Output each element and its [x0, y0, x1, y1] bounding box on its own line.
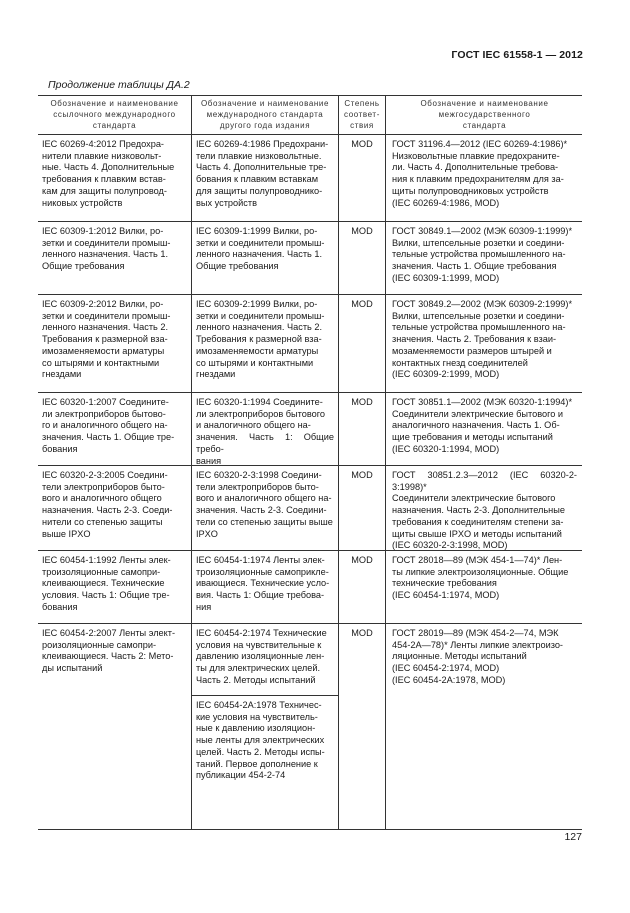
other-year-standard-cell: IEC 60454-1:1974 Ленты элек- троизоляционные самоприкле- ивающиеся. Технические усло- вия. Часть 1: Общие требова- ния: [192, 551, 339, 623]
degree-cell: MOD: [339, 393, 386, 465]
reference-standard-cell: IEC 60454-2:2007 Ленты элект- роизоляционные самопри- клеивающиеся. Часть 2: Мето- ды испытаний: [38, 624, 192, 829]
table-row: [38, 222, 582, 295]
reference-standard-cell: IEC 60309-2:2012 Вилки, ро- зетки и соединители промыш- ленного назначения. Часть 2. Требования к размерной вза- имозаменяемости арматуры со штырями и контактными гнездами: [38, 295, 192, 392]
degree-cell: MOD: [339, 135, 386, 221]
degree-cell: MOD: [339, 295, 386, 392]
table-row: [38, 624, 582, 830]
table-row: [38, 295, 582, 393]
page-number: 127: [564, 831, 582, 843]
other-year-standard-cell: IEC 60269-4:1986 Предохрани- тели плавкие низковольтные. Часть 4. Дополнительные тре- бования к плавким вставкам для защиты полупроводнико- вых устройств: [192, 135, 339, 221]
interstate-standard-cell: ГОСТ 30851.2.3—2012 (IEC 60320-2-3:1998)* Соединители электрические бытового назначения. Часть 2-3. Дополнительные требования к соединителям степени за- щиты свыше IPXO и методы испытаний (IEC 60320-2-3:1998, MOD): [392, 470, 577, 551]
table-row: [38, 551, 582, 624]
table-row: [38, 135, 582, 222]
table-header-row: [38, 95, 582, 135]
interstate-standard-cell: ГОСТ 31196.4—2012 (IEC 60269-4:1986)* Низковольтные плавкие предохраните- ли. Часть 4. Дополнительные требова- ния к плавким предохранителям для за- щиты полупроводниковых устройств (IEC 60269-4:1986, MOD): [392, 139, 568, 208]
other-year-standard-cell: IEC 60320-2-3:1998 Соедини- тели электроприборов быто- вого и аналогичного общего на- значения. Часть 2-3. Соедини- тели со степенью защиты выше IPXO: [192, 466, 339, 550]
interstate-standard-cell: ГОСТ 28018—89 (МЭК 454-1—74)* Лен- ты липкие электроизоляционные. Общие технические требования (IEC 60454-1:1974, MOD): [392, 555, 569, 601]
column-header-reference-standard: Обозначение и наименование ссылочного международного стандарта: [38, 96, 192, 134]
reference-standard-cell: IEC 60320-2-3:2005 Соедини- тели электроприборов быто- вого и аналогичного общего назначения. Часть 2-3. Соеди- нители со степенью защиты выше IPXO: [38, 466, 192, 550]
correspondence-table: [38, 95, 582, 830]
degree-cell: MOD: [339, 466, 386, 550]
interstate-standard-cell: ГОСТ 30849.2—2002 (МЭК 60309-2:1999)* Вилки, штепсельные розетки и соедини- тельные устройства промышленного на- значения. Часть 2. Требования к взаи- мозаменяемости размеров штырей и контактных гнезд соединителей (IEC 60309-2:1999, MOD): [392, 299, 573, 380]
other-year-standard-cell: IEC 60454-2A:1978 Техничес- кие условия на чувствитель- ные к давлению изоляцион- ные ленты для электрических целей. Часть 2. Методы испы- таний. Первое дополнение к публикации 454-2-74: [192, 695, 338, 829]
column-header-interstate-standard: Обозначение и наименование межгосударственного стандарта: [420, 99, 549, 130]
degree-cell: MOD: [339, 551, 386, 623]
interstate-standard-cell: ГОСТ 30851.1—2002 (МЭК 60320-1:1994)* Соединители электрические бытового и аналогичного назначения. Часть 1. Об- щие требования и методы испытаний (IEC 60320-1:1994, MOD): [392, 397, 573, 454]
reference-standard-cell: IEC 60309-1:2012 Вилки, ро- зетки и соединители промыш- ленного назначения. Часть 1. Общие требования: [38, 222, 192, 294]
degree-cell: MOD: [339, 222, 386, 294]
interstate-standard-cell: ГОСТ 30849.1—2002 (МЭК 60309-1:1999)* Вилки, штепсельные розетки и соедини- тельные устройства промышленного на- значения. Часть 1. Общие требования (IEC 60309-1:1999, MOD): [392, 226, 573, 283]
reference-standard-cell: IEC 60454-1:1992 Ленты элек- троизоляционные самопри- клеивающиеся. Технические условия. Часть 1: Общие тре- бования: [38, 551, 192, 623]
reference-standard-cell: IEC 60320-1:2007 Соедините- ли электроприборов бытово- го и аналогичного общего на- значения. Часть 1. Общие тре- бования: [38, 393, 192, 465]
table-row: [38, 466, 582, 551]
reference-standard-cell: IEC 60269-4:2012 Предохра- нители плавкие низковольт- ные. Часть 4. Дополнительные требования к плавким встав- кам для защиты полупровод- никовых устройств: [38, 135, 192, 221]
interstate-standard-cell: ГОСТ 28019—89 (МЭК 454-2—74, МЭК 454-2А—78)* Ленты липкие электроизо- ляционные. Методы испытаний (IEC 60454-2:1974, MOD) (IEC 60454-2А:1978, MOD): [392, 628, 563, 685]
other-year-standard-group: [192, 624, 339, 829]
other-year-standard-cell: IEC 60309-2:1999 Вилки, ро- зетки и соединители промыш- ленного назначения. Часть 2. Требования к размерной вза- имозаменяемости арматуры со штырями и контактными гнездами: [192, 295, 339, 392]
other-year-standard-cell: IEC 60320-1:1994 Соедините- ли электроприборов бытового и аналогичного общего на- значения. Часть 1: Общие требо- вания: [192, 393, 339, 465]
column-header-other-year-standard: Обозначение и наименование международного стандарта другого года издания: [192, 96, 339, 134]
degree-cell: MOD: [339, 624, 386, 829]
document-header: ГОСТ IEC 61558-1 — 2012: [451, 49, 583, 61]
other-year-standard-cell: IEC 60309-1:1999 Вилки, ро- зетки и соединители промыш- ленного назначения. Часть 1. Общие требования: [192, 222, 339, 294]
table-row: [38, 393, 582, 466]
table-caption: Продолжение таблицы ДА.2: [48, 79, 190, 91]
column-header-degree: Степень соответ- ствия: [339, 96, 386, 134]
other-year-standard-cell: IEC 60454-2:1974 Технические условия на чувствительные к давлению изоляционные лен- ты для электрических целей. Часть 2. Методы испытаний: [196, 628, 327, 685]
